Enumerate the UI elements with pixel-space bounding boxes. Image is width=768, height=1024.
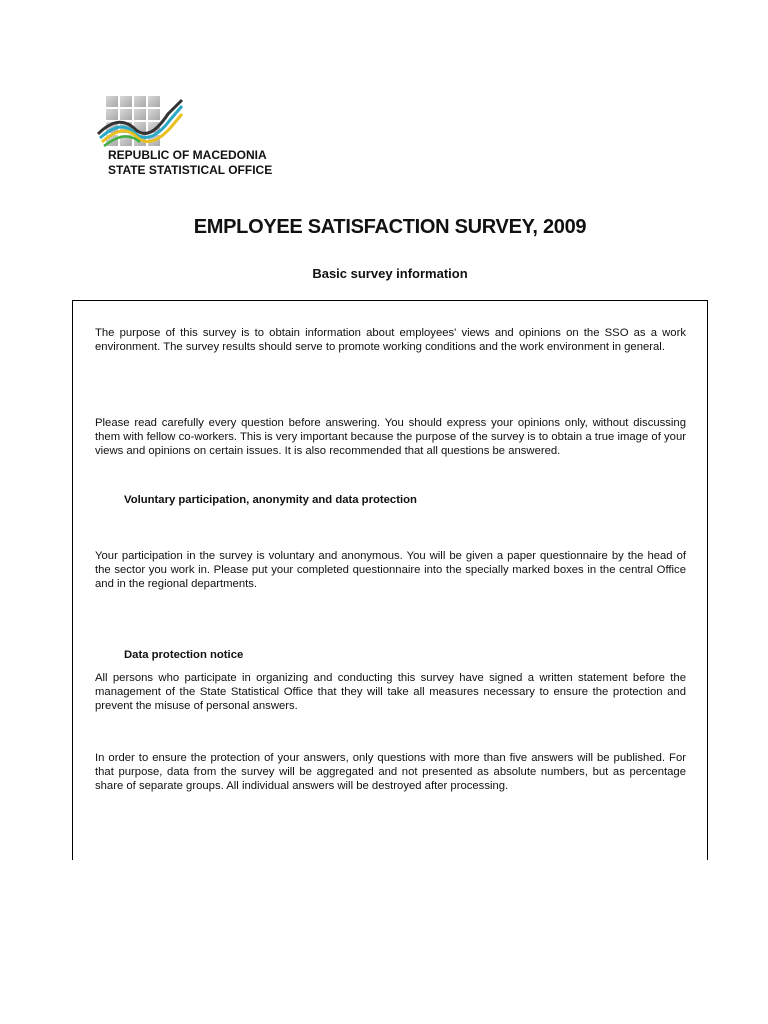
organization-header — [108, 148, 272, 178]
paragraph-participation: Your participation in the survey is voluntary and anonymous. You will be given a paper questionnaire by the head of the sector you work in. Please put your completed questionnaire into the specially marked boxes in the central Office and in the regional departments. — [95, 550, 686, 591]
paragraph-purpose: The purpose of this survey is to obtain information about employees' views and opinions on the SSO as a work environment. The survey results should serve to promote working conditions and the work environment in general. — [95, 327, 686, 354]
paragraph-data-protection: All persons who participate in organizing and conducting this survey have signed a written statement before the management of the State Statistical Office that they will take all measures necessary to ensure the protection and prevent the misuse of personal answers. — [95, 672, 686, 713]
org-country: REPUBLIC OF MACEDONIA — [108, 148, 267, 162]
org-office: STATE STATISTICAL OFFICE — [108, 163, 273, 177]
paragraph-answer-protection: In order to ensure the protection of your answers, only questions with more than five answers will be published. For that purpose, data from the survey will be aggregated and not presented as absolute numbers, but as percentage share of separate groups. All individual answers will be destroyed after processing. — [95, 752, 686, 793]
paragraph-instructions: Please read carefully every question before answering. You should express your opinions only, without discussing them with fellow co-workers. This is very important because the purpose of the survey is to obtain a true image of your views and opinions on certain issues. It is also recommended that all questions be answered. — [95, 417, 686, 458]
document-subtitle: Basic survey information — [312, 266, 468, 281]
document-title: EMPLOYEE SATISFACTION SURVEY, 2009 — [193, 216, 587, 238]
heading-data-protection: Data protection notice — [124, 649, 244, 661]
heading-voluntary-participation: Voluntary participation, anonymity and data protection — [124, 494, 417, 506]
